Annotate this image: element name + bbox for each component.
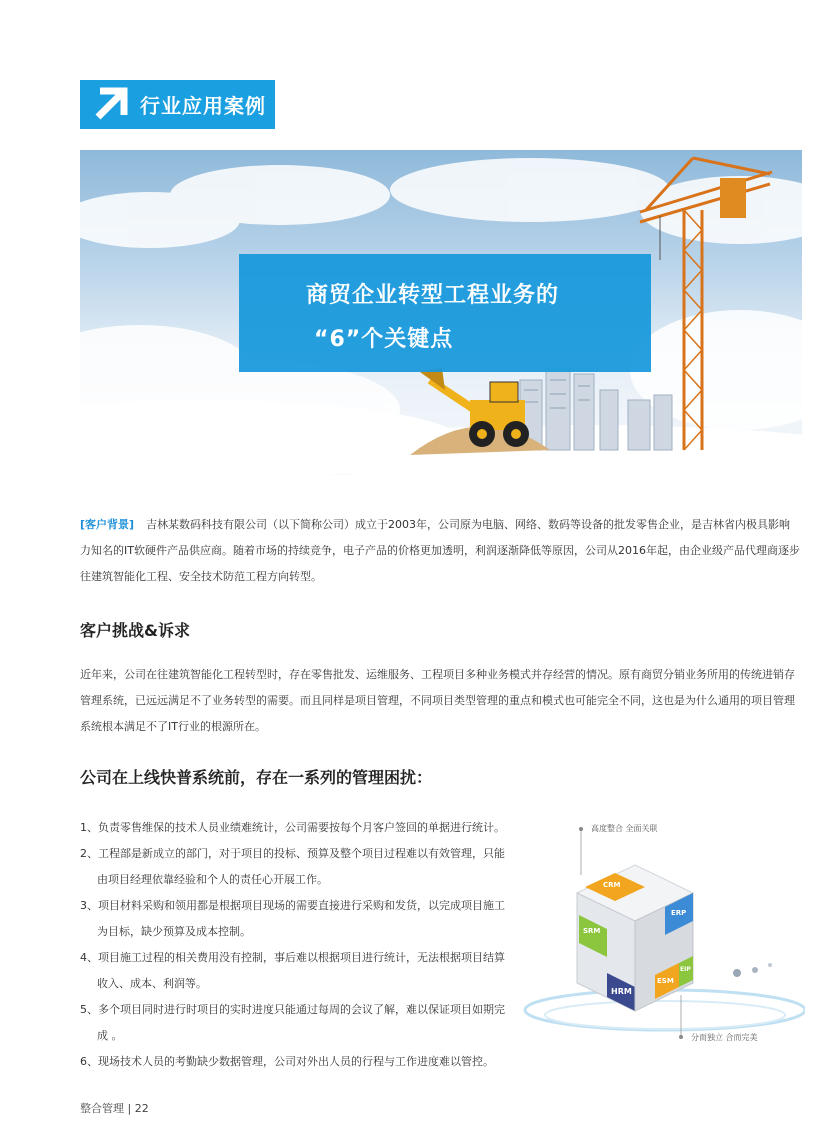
issues-list bbox=[80, 815, 512, 1075]
page-footer: 整合管理 | 22 bbox=[80, 1102, 149, 1115]
list-item: 3、项目材料采购和领用都是根据项目现场的需要直接进行采购和发货，以完成项目施工为目标，缺少预算及成本控制。 bbox=[80, 899, 505, 938]
background-tag: [客户背景] bbox=[80, 518, 135, 531]
list-item: 4、项目施工过程的相关费用没有控制，事后难以根据项目进行统计，无法根据项目结算收入、成本、利润等。 bbox=[80, 951, 505, 990]
hero-title-line2: “6”个关键点 bbox=[314, 327, 454, 352]
issues-heading: 公司在上线快普系统前，存在一系列的管理困扰： bbox=[80, 768, 433, 787]
cube-graphic bbox=[515, 815, 805, 1055]
module-cube-illustration bbox=[515, 815, 805, 1055]
cube-caption-bottom: 分而独立 合而完美 bbox=[691, 1033, 758, 1042]
cube-block-hrm: HRM bbox=[611, 987, 632, 996]
cube-block-esm: ESM bbox=[657, 977, 674, 985]
cube-block-erp: ERP bbox=[671, 909, 687, 917]
cube-block-eip: EIP bbox=[680, 966, 691, 973]
background-text: 吉林某数码科技有限公司（以下简称公司）成立于2003年，公司原为电脑、网络、数码等设备的批发零售企业，是吉林省内极具影响力知名的IT软硬件产品供应商。随着市场的持续竞争，电子产品的价格更加透明，利润逐渐降低等原因，公司从2016年起，由企业级产品代理商逐步往建筑智能化工程、安全技术防范工程方向转型。 bbox=[80, 518, 800, 583]
list-item: 2、工程部是新成立的部门，对于项目的投标、预算及整个项目过程难以有效管理，只能由项目经理依靠经验和个人的责任心开展工作。 bbox=[80, 847, 505, 886]
hero-title-line1: 商贸企业转型工程业务的 bbox=[306, 283, 560, 308]
background-paragraph bbox=[80, 512, 800, 590]
cube-caption-top: 高度整合 全面关联 bbox=[591, 824, 658, 833]
challenge-heading: 客户挑战&诉求 bbox=[80, 621, 190, 640]
hero-title-box bbox=[239, 254, 651, 372]
arrow-up-right-icon bbox=[90, 85, 130, 125]
cube-block-crm: CRM bbox=[603, 881, 621, 889]
cube-block-srm: SRM bbox=[583, 927, 601, 935]
section-tag-label: 行业应用案例 bbox=[140, 94, 266, 118]
hero-banner bbox=[80, 150, 802, 475]
list-item: 6、现场技术人员的考勤缺少数据管理，公司对外出人员的行程与工作进度难以管控。 bbox=[80, 1055, 494, 1068]
list-item: 1、负责零售维保的技术人员业绩难统计，公司需要按每个月客户签回的单据进行统计。 bbox=[80, 821, 505, 834]
section-tag bbox=[80, 80, 275, 129]
challenge-paragraph: 近年来，公司在往建筑智能化工程转型时，存在零售批发、运维服务、工程项目多种业务模式并存经营的情况。原有商贸分销业务所用的传统进销存管理系统，已远远满足不了业务转型的需要。而且同样是项目管理，不同项目类型管理的重点和模式也可能完全不同，这也是为什么通用的项目管理系统根本满足不了IT行业的根源所在。 bbox=[80, 668, 795, 733]
list-item: 5、多个项目同时进行时项目的实时进度只能通过每周的会议了解，难以保证项目如期完成 。 bbox=[80, 1003, 505, 1042]
